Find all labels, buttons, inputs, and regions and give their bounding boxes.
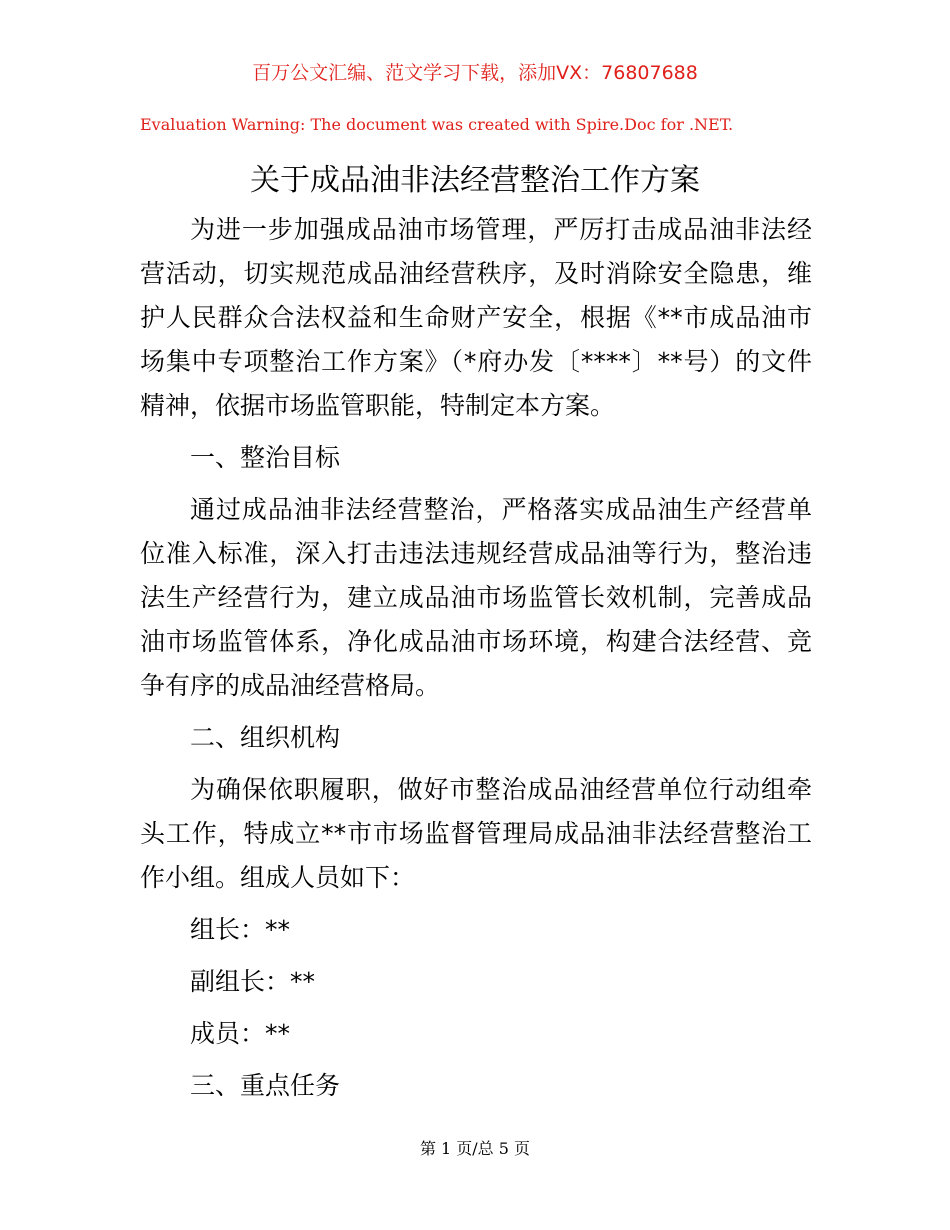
member-leader: 组长：** xyxy=(190,915,291,944)
member-members: 成员：** xyxy=(190,1019,291,1048)
document-body xyxy=(140,208,812,1116)
page-indicator: 第 1 页/总 5 页 xyxy=(419,1139,531,1158)
member-deputy-leader: 副组长：** xyxy=(190,967,316,996)
evaluation-warning: Evaluation Warning: The document was created with Spire.Doc for .NET. xyxy=(140,115,734,134)
section-heading-organization: 二、组织机构 xyxy=(190,723,341,752)
goals-paragraph: 通过成品油非法经营整治，严格落实成品油生产经营单位准入标准，深入打击违法违规经营成品油等行为，整治违法生产经营行为，建立成品油市场监管长效机制，完善成品油市场监管体系，净化成品油市场环境，构建合法经营、竞争有序的成品油经营格局。 xyxy=(140,495,812,700)
section-heading-goals: 一、整治目标 xyxy=(190,443,341,472)
intro-paragraph: 为进一步加强成品油市场管理，严厉打击成品油非法经营活动，切实规范成品油经营秩序，及时消除安全隐患，维护人民群众合法权益和生命财产安全，根据《**市成品油市场集中专项整治工作方案》（*府办发〔****〕**号）的文件精神，依据市场监管职能，特制定本方案。 xyxy=(140,215,812,420)
header-banner: 百万公文汇编、范文学习下载，添加VX：76807688 xyxy=(252,62,698,84)
document-title: 关于成品油非法经营整治工作方案 xyxy=(250,163,700,198)
section-heading-key-tasks: 三、重点任务 xyxy=(190,1071,341,1100)
organization-paragraph: 为确保依职履职，做好市整治成品油经营单位行动组牵头工作，特成立**市市场监督管理局成品油非法经营整治工作小组。组成人员如下： xyxy=(140,775,812,892)
